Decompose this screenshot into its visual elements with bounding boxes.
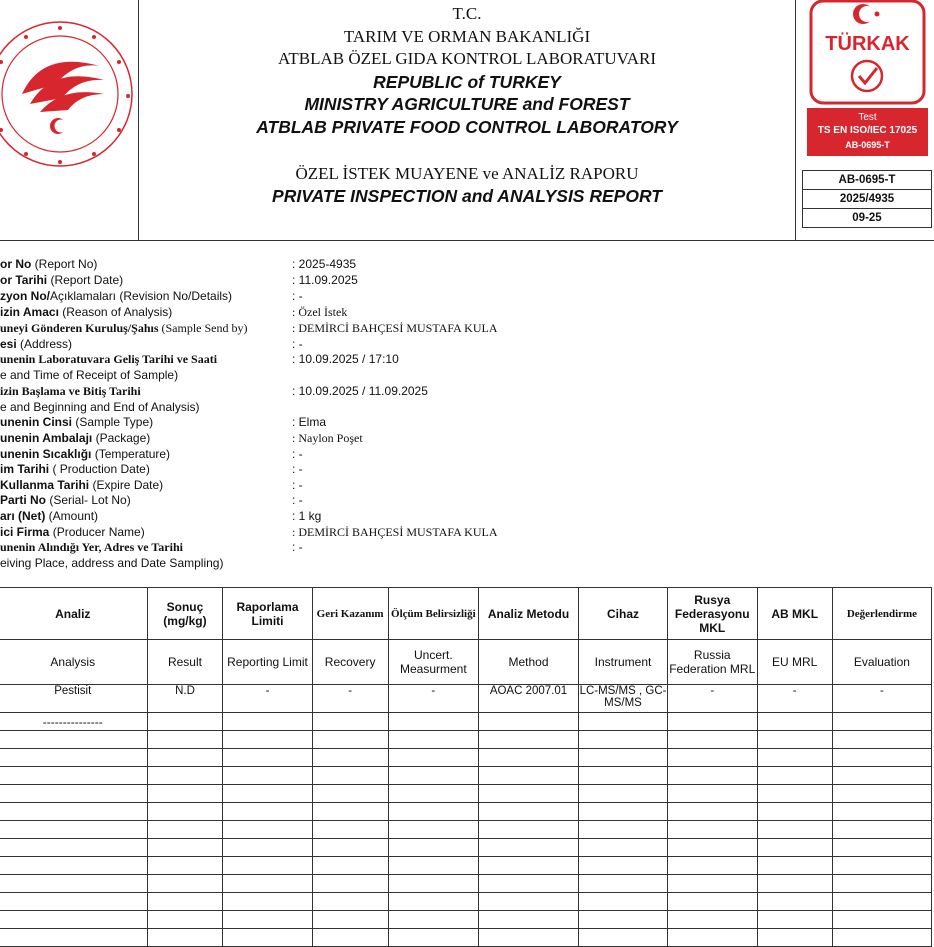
info-value: : - <box>292 337 303 351</box>
table-row-cell <box>223 713 312 731</box>
empty-row <box>0 821 932 839</box>
info-label-bold: or Tarihi <box>0 273 48 287</box>
table-row-cell: - <box>312 685 388 713</box>
info-label-detail: (Report Date) <box>47 273 124 287</box>
empty-row-cell <box>832 767 931 785</box>
empty-row <box>0 929 932 947</box>
table-row <box>0 685 932 713</box>
info-label <box>0 525 300 539</box>
empty-row-cell <box>0 839 147 857</box>
header-row-en-cell: Analysis <box>0 640 147 685</box>
republic-en: REPUBLIC of TURKEY <box>373 72 561 92</box>
info-label-detail: eiving Place, address and Date Sampling) <box>0 556 224 570</box>
info-label-bold: ici Firma <box>0 525 50 539</box>
empty-row-cell <box>0 749 147 767</box>
empty-row-cell <box>312 839 388 857</box>
empty-row-cell <box>0 803 147 821</box>
empty-row-cell <box>223 803 312 821</box>
table-row <box>0 713 932 731</box>
turkak-line1: Test <box>858 112 877 123</box>
table-row-cell: N.D <box>147 685 223 713</box>
info-label-bold: unenin Cinsi <box>0 415 72 429</box>
empty-row-cell <box>667 839 757 857</box>
empty-row-cell <box>757 749 832 767</box>
table-row-cell <box>147 713 223 731</box>
empty-row-cell <box>832 821 931 839</box>
header-row-tr-cell: Cihaz <box>579 588 668 640</box>
info-label-bold: Parti No <box>0 493 47 507</box>
empty-row <box>0 749 932 767</box>
table-row-cell: - <box>223 685 312 713</box>
header-row-tr <box>0 588 932 640</box>
empty-row-cell <box>312 875 388 893</box>
table-row-cell: --------------- <box>0 713 147 731</box>
table-row-cell: - <box>388 685 478 713</box>
empty-row-cell <box>388 875 478 893</box>
header-row-en-cell: Russia Federation MRL <box>667 640 757 685</box>
empty-row-cell <box>147 785 223 803</box>
empty-row-cell <box>579 893 668 911</box>
info-value: : - <box>292 478 303 492</box>
empty-row-cell <box>579 911 668 929</box>
info-label <box>0 273 300 287</box>
empty-row <box>0 857 932 875</box>
empty-row-cell <box>579 803 668 821</box>
empty-row-cell <box>579 821 668 839</box>
empty-row-cell <box>312 821 388 839</box>
header-row-en-cell: Reporting Limit <box>223 640 312 685</box>
info-label <box>0 352 300 367</box>
empty-row-cell <box>312 785 388 803</box>
info-value: : Elma <box>292 415 327 429</box>
empty-row-cell <box>223 911 312 929</box>
header-divider-left <box>138 0 139 240</box>
empty-row-cell <box>478 875 578 893</box>
empty-row-cell <box>478 749 578 767</box>
empty-row-cell <box>0 875 147 893</box>
empty-row-cell <box>388 857 478 875</box>
info-label <box>0 509 300 523</box>
empty-row-cell <box>147 731 223 749</box>
empty-row-cell <box>0 731 147 749</box>
info-value: : - <box>292 540 303 554</box>
empty-row-cell <box>667 929 757 947</box>
empty-row-cell <box>579 875 668 893</box>
table-row-cell <box>388 713 478 731</box>
empty-row-cell <box>147 929 223 947</box>
empty-row-cell <box>147 767 223 785</box>
info-label <box>0 447 300 461</box>
info-value: : Naylon Poşet <box>292 431 363 445</box>
info-label-detail: (Sample Send by) <box>158 321 248 335</box>
empty-row-cell <box>0 857 147 875</box>
empty-row-cell <box>667 911 757 929</box>
report-code-box <box>802 170 932 228</box>
info-value: : 10.09.2025 / 11.09.2025 <box>292 384 428 398</box>
empty-row-cell <box>223 857 312 875</box>
empty-row-cell <box>223 749 312 767</box>
info-label-bold: unenin Sıcaklığı <box>0 447 92 461</box>
empty-row-cell <box>147 803 223 821</box>
info-label-bold: zyon No/ <box>0 289 50 303</box>
empty-row-cell <box>388 929 478 947</box>
header-row-en-cell: Result <box>147 640 223 685</box>
empty-row-cell <box>388 821 478 839</box>
empty-row-cell <box>223 893 312 911</box>
info-value: : - <box>292 462 303 476</box>
info-value: : - <box>292 447 303 461</box>
empty-row-cell <box>757 893 832 911</box>
empty-row-cell <box>388 911 478 929</box>
info-label <box>0 415 300 429</box>
table-row-cell <box>757 713 832 731</box>
empty-row-cell <box>312 749 388 767</box>
empty-row-cell <box>832 929 931 947</box>
info-label-bold: izin Amacı <box>0 305 59 319</box>
table-row-cell: Pestisit <box>0 685 147 713</box>
empty-row-cell <box>667 785 757 803</box>
header-row-tr-cell: Analiz Metodu <box>478 588 578 640</box>
empty-row-cell <box>147 839 223 857</box>
table-row-cell <box>667 713 757 731</box>
info-label-detail: (Expire Date) <box>89 478 164 492</box>
info-label-bold: izin Başlama ve Bitiş Tarihi <box>0 384 141 398</box>
info-label-detail: (Amount) <box>45 509 99 523</box>
header-row-en-cell: Evaluation <box>832 640 931 685</box>
info-label-detail: (Temperature) <box>91 447 171 461</box>
info-label-detail: (Serial- Lot No) <box>46 493 131 507</box>
empty-row-cell <box>757 857 832 875</box>
empty-row-cell <box>223 731 312 749</box>
empty-row-cell <box>223 839 312 857</box>
info-label <box>0 305 300 319</box>
empty-row-cell <box>667 893 757 911</box>
info-label-bold: im Tarihi <box>0 462 50 476</box>
info-label <box>0 289 300 303</box>
info-label <box>0 431 300 445</box>
empty-row-cell <box>478 929 578 947</box>
empty-row-cell <box>0 767 147 785</box>
empty-row-cell <box>0 785 147 803</box>
empty-row-cell <box>147 857 223 875</box>
empty-row-cell <box>312 803 388 821</box>
empty-row-cell <box>478 839 578 857</box>
empty-row-cell <box>388 839 478 857</box>
empty-row-cell <box>388 785 478 803</box>
empty-row-cell <box>312 767 388 785</box>
empty-row-cell <box>667 749 757 767</box>
empty-row-cell <box>388 731 478 749</box>
info-value: : Özel İstek <box>292 305 348 319</box>
empty-row-cell <box>312 911 388 929</box>
info-value: : - <box>292 493 303 507</box>
empty-row <box>0 839 932 857</box>
empty-row-cell <box>757 767 832 785</box>
empty-row-cell <box>147 821 223 839</box>
info-label <box>0 540 300 555</box>
info-value: : 11.09.2025 <box>292 273 358 287</box>
empty-row-cell <box>223 821 312 839</box>
info-label <box>0 493 300 507</box>
table-row-cell: - <box>667 685 757 713</box>
info-label-detail: (Reason of Analysis) <box>58 305 173 319</box>
empty-row-cell <box>478 821 578 839</box>
empty-row-cell <box>478 893 578 911</box>
info-label <box>0 321 300 336</box>
info-label-bold: unenin Laboratuvara Geliş Tarihi ve Saati <box>0 352 218 366</box>
info-value: : 10.09.2025 / 17:10 <box>292 352 399 366</box>
empty-row-cell <box>0 911 147 929</box>
table-row-cell <box>312 713 388 731</box>
empty-row-cell <box>223 785 312 803</box>
empty-row-cell <box>667 803 757 821</box>
empty-row-cell <box>147 911 223 929</box>
empty-row-cell <box>478 785 578 803</box>
empty-row-cell <box>0 929 147 947</box>
empty-row-cell <box>579 731 668 749</box>
report-title-tr: ÖZEL İSTEK MUAYENE ve ANALİZ RAPORU <box>295 164 639 183</box>
form-code: 09-25 <box>852 212 882 224</box>
empty-row <box>0 785 932 803</box>
empty-row-cell <box>757 911 832 929</box>
empty-row-cell <box>478 857 578 875</box>
empty-row <box>0 803 932 821</box>
header-row-tr-cell: Geri Kazanım <box>312 588 388 640</box>
info-label-detail: ( Production Date) <box>49 462 150 476</box>
header-row-tr-cell: Sonuç (mg/kg) <box>147 588 223 640</box>
empty-row-cell <box>757 929 832 947</box>
empty-row-cell <box>667 821 757 839</box>
header-row-tr-cell: AB MKL <box>757 588 832 640</box>
empty-row-cell <box>312 857 388 875</box>
table-row-cell: AOAC 2007.01 <box>478 685 578 713</box>
empty-row-cell <box>579 749 668 767</box>
empty-row-cell <box>312 929 388 947</box>
empty-row-cell <box>667 731 757 749</box>
info-label <box>0 384 300 399</box>
header-row-tr-cell: Analiz <box>0 588 147 640</box>
info-label-detail: (Package) <box>92 431 151 445</box>
accreditation-code: AB-0695-T <box>803 171 931 190</box>
info-label <box>0 478 300 492</box>
header-row-tr-cell: Raporlama Limiti <box>223 588 312 640</box>
empty-row-cell <box>579 785 668 803</box>
info-value: : DEMİRCİ BAHÇESİ MUSTAFA KULA <box>292 525 498 539</box>
header-row-tr-cell: Rusya Federasyonu MKL <box>667 588 757 640</box>
empty-row-cell <box>223 767 312 785</box>
header-row-en-cell: Instrument <box>579 640 668 685</box>
empty-row-cell <box>832 857 931 875</box>
info-label-detail: e and Time of Receipt of Sample) <box>0 368 179 382</box>
empty-row-cell <box>147 875 223 893</box>
empty-row-cell <box>757 731 832 749</box>
empty-row-cell <box>832 839 931 857</box>
ministry-seal-logo <box>0 6 138 182</box>
info-label-bold: Kullanma Tarihi <box>0 478 90 492</box>
report-title-en: PRIVATE INSPECTION and ANALYSIS REPORT <box>272 186 662 206</box>
header-divider-right <box>795 0 796 240</box>
turkak-line3: AB-0695-T <box>845 140 890 150</box>
info-label-bold: esi <box>0 337 17 351</box>
turkak-brand: TÜRKAK <box>825 33 910 55</box>
empty-row-cell <box>223 875 312 893</box>
empty-row-cell <box>832 911 931 929</box>
info-label-detail: (Report No) <box>31 257 98 271</box>
empty-row-cell <box>832 785 931 803</box>
empty-row-cell <box>478 731 578 749</box>
empty-row-cell <box>388 803 478 821</box>
info-label-bold: uneyi Gönderen Kuruluş/Şahıs <box>0 321 159 335</box>
lab-en: ATBLAB PRIVATE FOOD CONTROL LABORATORY <box>256 117 678 137</box>
ministry-tr: TARIM VE ORMAN BAKANLIĞI <box>343 27 591 46</box>
empty-row <box>0 875 932 893</box>
empty-row-cell <box>223 929 312 947</box>
empty-row <box>0 731 932 749</box>
info-label-bold: or No <box>0 257 32 271</box>
info-label-bold: unenin Ambalajı <box>0 431 93 445</box>
empty-row-cell <box>579 839 668 857</box>
analysis-results-table <box>0 587 932 947</box>
info-label-detail: (Sample Type) <box>72 415 154 429</box>
empty-row <box>0 893 932 911</box>
empty-row-cell <box>312 893 388 911</box>
empty-row-cell <box>0 893 147 911</box>
header-row-en-cell: Recovery <box>312 640 388 685</box>
info-value: : 2025-4935 <box>292 257 357 271</box>
empty-row-cell <box>0 821 147 839</box>
header-row-en-cell: Method <box>478 640 578 685</box>
info-label <box>0 337 300 351</box>
empty-row-cell <box>388 767 478 785</box>
lab-tr: ATBLAB ÖZEL GIDA KONTROL LABORATUVARI <box>277 49 657 68</box>
empty-row-cell <box>579 929 668 947</box>
empty-row-cell <box>388 749 478 767</box>
empty-row-cell <box>832 803 931 821</box>
table-row-cell <box>579 713 668 731</box>
table-row-cell: LC-MS/MS , GC-MS/MS <box>579 685 668 713</box>
info-label-detail: (Address) <box>16 337 73 351</box>
empty-row-cell <box>832 749 931 767</box>
info-label <box>0 400 300 414</box>
table-row-cell <box>832 713 931 731</box>
info-value: : - <box>292 289 303 303</box>
empty-row-cell <box>757 875 832 893</box>
empty-row-cell <box>757 803 832 821</box>
empty-row-cell <box>757 821 832 839</box>
empty-row-cell <box>667 857 757 875</box>
info-label <box>0 368 300 382</box>
header-row-tr-cell: Değerlendirme <box>832 588 931 640</box>
empty-row-cell <box>832 731 931 749</box>
info-label <box>0 556 300 570</box>
report-number-code: 2025/4935 <box>803 190 931 209</box>
header-row-en <box>0 640 932 685</box>
empty-row <box>0 767 932 785</box>
header-row-en-cell: Uncert. Measurment <box>388 640 478 685</box>
empty-row-cell <box>579 767 668 785</box>
empty-row-cell <box>667 875 757 893</box>
info-value: : DEMİRCİ BAHÇESİ MUSTAFA KULA <box>292 321 498 335</box>
tc-heading: T.C. <box>452 4 482 23</box>
header-row-tr-cell: Ölçüm Belirsizliği <box>388 588 478 640</box>
empty-row-cell <box>478 911 578 929</box>
info-label-detail: Açıklamaları (Revision No/Details) <box>50 289 233 303</box>
info-label-bold: arı (Net) <box>0 509 46 523</box>
empty-row-cell <box>478 803 578 821</box>
ministry-en: MINISTRY AGRICULTURE and FOREST <box>304 94 630 114</box>
empty-row-cell <box>757 839 832 857</box>
table-row-cell: - <box>832 685 931 713</box>
turkak-line2: TS EN ISO/IEC 17025 <box>817 125 918 136</box>
info-label-bold: unenin Alındığı Yer, Adres ve Tarihi <box>0 540 183 554</box>
info-value: : 1 kg <box>292 509 322 523</box>
header-row-en-cell: EU MRL <box>757 640 832 685</box>
empty-row-cell <box>478 767 578 785</box>
empty-row-cell <box>757 785 832 803</box>
info-label <box>0 257 300 271</box>
empty-row-cell <box>147 749 223 767</box>
empty-row-cell <box>832 875 931 893</box>
empty-row-cell <box>312 731 388 749</box>
empty-row-cell <box>388 893 478 911</box>
info-label-detail: (Producer Name) <box>49 525 145 539</box>
table-row-cell <box>478 713 578 731</box>
empty-row-cell <box>667 767 757 785</box>
table-row-cell: - <box>757 685 832 713</box>
empty-row-cell <box>579 857 668 875</box>
info-label <box>0 462 300 476</box>
empty-row-cell <box>832 893 931 911</box>
info-label-detail: e and Beginning and End of Analysis) <box>0 400 200 414</box>
empty-row <box>0 911 932 929</box>
empty-row-cell <box>147 893 223 911</box>
turkak-logo <box>807 0 928 158</box>
